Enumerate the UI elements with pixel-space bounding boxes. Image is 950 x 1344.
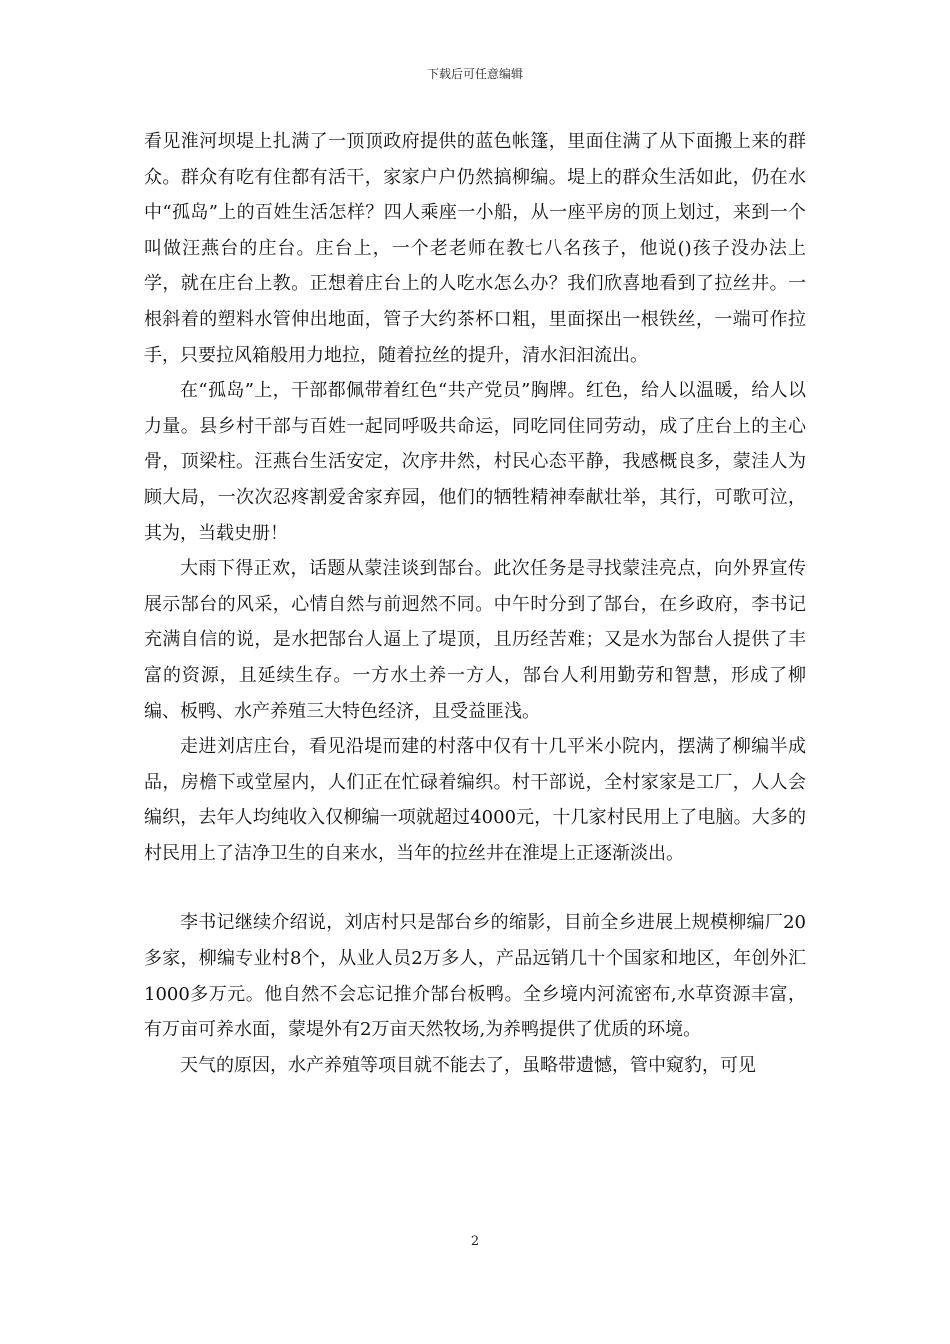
page-number: 2 — [470, 1234, 480, 1249]
paragraph: 走进刘店庄台，看见沿堤而建的村落中仅有十几平米小院内，摆满了柳编半成品，房檐下或堂屋内，人们正在忙碌着编织。村干部说，全村家家是工厂，人人会编织，去年人均纯收入仅柳编一项就超过4000元，十几家村民用上了电脑。大多的村民用上了洁净卫生的自来水，当年的拉丝井在淮堤上正逐渐淡出。 — [144, 736, 806, 864]
page-header: 下载后可任意编辑 — [426, 67, 523, 81]
paragraph: 李书记继续介绍说，刘店村只是郜台乡的缩影，目前全乡进展上规模柳编厂20多家，柳编专业村8个，从业人员2万多人，产品远销几十个国家和地区，年创外汇1000多万元。他自然不会忘记推介郜台板鸭。全乡境内河流密布,水草资源丰富，有万亩可养水面，蒙堤外有2万亩天然牧场,为养鸭提供了优质的环境。 — [144, 912, 806, 1041]
paragraph: 天气的原因，水产养殖等项目就不能去了，虽略带遗憾，管中窥豹，可见 — [180, 1054, 756, 1076]
paragraph: 看见淮河坝堤上扎满了一顶顶政府提供的蓝色帐篷，里面住满了从下面搬上来的群众。群众有吃有住都有活干，家家户户仍然搞柳编。堤上的群众生活如此，仍在水中“孤岛”上的百姓生活怎样？四人乘座一小船，从一座平房的顶上划过，来到一个叫做汪燕台的庄台。庄台上，一个老老师在教七八名孩子，他说()孩子没办法上学，就在庄台上教。正想着庄台上的人吃水怎么办？我们欣喜地看到了拉丝井。一根斜着的塑料水管伸出地面，管子大约茶杯口粗，里面探出一根铁丝，一端可作拉手，只要拉风箱般用力地拉，随着拉丝的提升，清水汩汩流出。 — [144, 131, 806, 366]
body-text — [144, 124, 806, 1083]
paragraph: 在“孤岛”上，干部都佩带着红色“共产党员”胸牌。红色，给人以温暖，给人以力量。县乡村干部与百姓一起同呼吸共命运，同吃同住同劳动，成了庄台上的主心骨，顶梁柱。汪燕台生活安定，次序井然，村民心态平静，我感概良多，蒙洼人为顾大局，一次次忍疼割爱舍家弃园，他们的牺牲精神奉献壮举，其行，可歌可泣，其为，当载史册！ — [144, 380, 806, 544]
paragraph: 大雨下得正欢，话题从蒙洼谈到郜台。此次任务是寻找蒙洼亮点，向外界宣传展示郜台的风采，心情自然与前迥然不同。中午时分到了郜台，在乡政府，李书记充满自信的说，是水把郜台人逼上了堤顶，且历经苦难；又是水为郜台人提供了丰富的资源，且延续生存。一方水土养一方人，郜台人利用勤劳和智慧，形成了柳编、板鸭、水产养殖三大特色经济，且受益匪浅。 — [144, 558, 806, 722]
